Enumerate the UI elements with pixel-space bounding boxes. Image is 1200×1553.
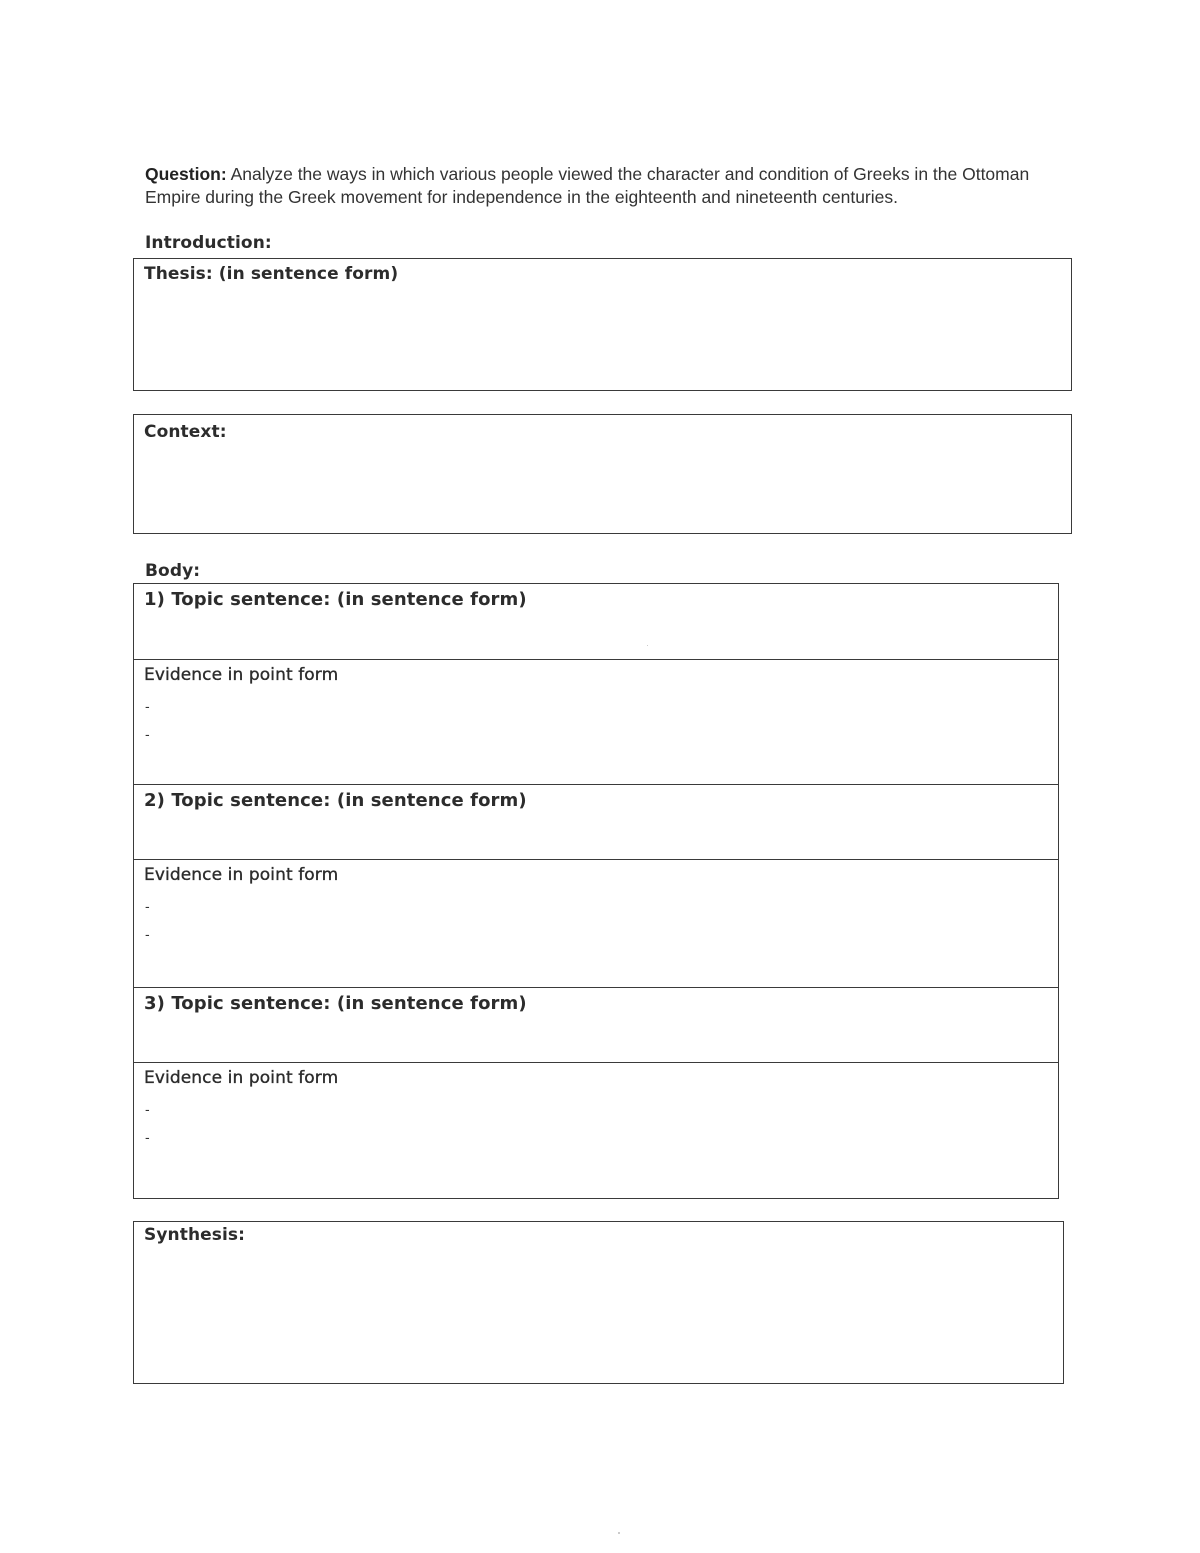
evidence-3-bullet-1: - [145,1101,150,1117]
evidence-1-cell[interactable] [134,660,1058,785]
context-box[interactable] [133,414,1072,534]
evidence-3-cell[interactable] [134,1063,1058,1198]
context-label: Context: [144,422,227,442]
evidence-1-label: Evidence in point form [144,665,339,685]
thesis-box[interactable] [133,258,1072,391]
evidence-3-bullet-2: - [145,1129,150,1145]
evidence-1-bullet-1: - [145,698,150,714]
thesis-label: Thesis: (in sentence form) [144,264,399,284]
evidence-2-cell[interactable] [134,860,1058,988]
topic-sentence-2-label: 2) Topic sentence: (in sentence form) [144,790,527,811]
question-prompt [145,163,1070,209]
topic-sentence-3-cell[interactable] [134,988,1058,1063]
evidence-2-bullet-2: - [145,926,150,942]
evidence-3-label: Evidence in point form [144,1068,339,1088]
question-text: Analyze the ways in which various people viewed the character and condition of Greeks in the Ottoman Empire during the Greek movement for independence in the eighteenth and nineteenth centuries. [145,164,1030,207]
question-label: Question: [145,164,227,184]
evidence-1-bullet-2: - [145,726,150,742]
evidence-2-label: Evidence in point form [144,865,339,885]
scan-speck [647,645,648,646]
scan-speck [618,1532,620,1534]
topic-sentence-1-cell[interactable] [134,584,1058,660]
body-table [133,583,1059,1199]
evidence-2-bullet-1: - [145,898,150,914]
body-heading: Body: [145,561,201,581]
introduction-heading: Introduction: [145,233,272,253]
topic-sentence-1-label: 1) Topic sentence: (in sentence form) [144,589,527,610]
synthesis-label: Synthesis: [144,1225,246,1245]
synthesis-box[interactable] [133,1221,1064,1384]
topic-sentence-3-label: 3) Topic sentence: (in sentence form) [144,993,527,1014]
topic-sentence-2-cell[interactable] [134,785,1058,860]
